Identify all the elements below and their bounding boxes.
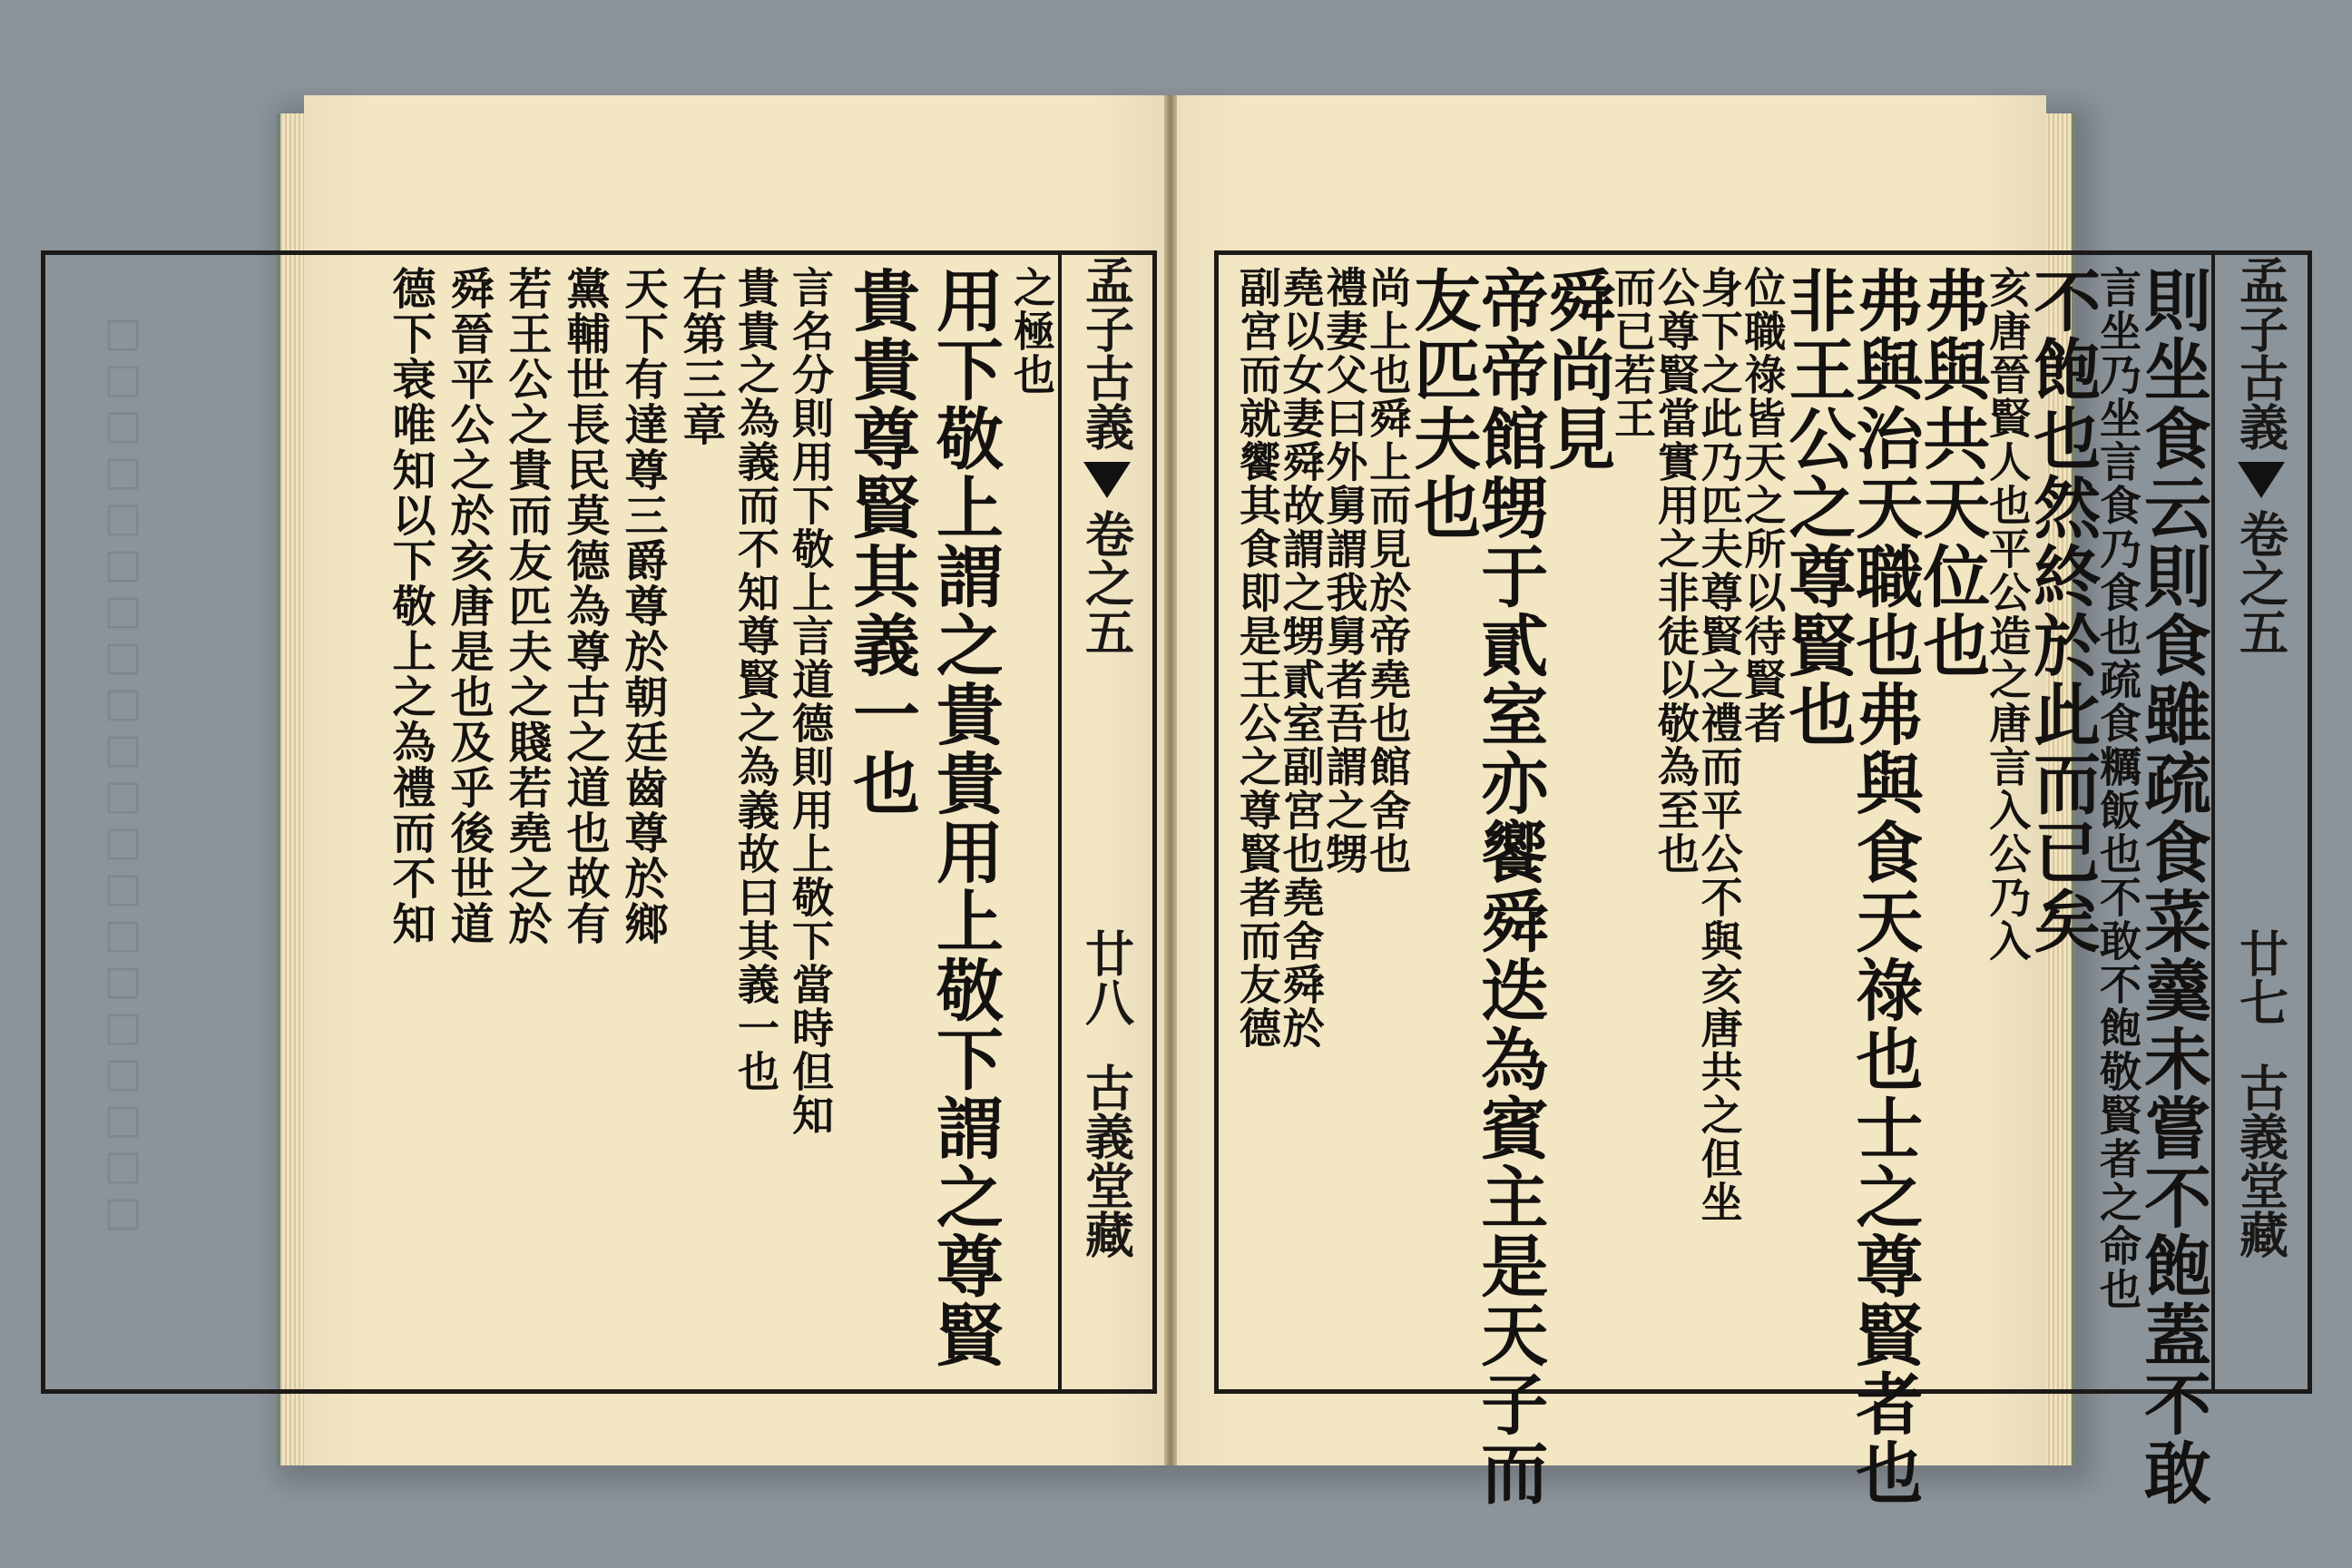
text-column: 公尊賢當實用之非徒以敬為至也 [1651, 266, 1700, 876]
text-column: 副宮而就饗其食即是王公之尊賢者而友德 [1232, 266, 1282, 1050]
fish-tail-icon [1083, 462, 1131, 498]
left-margin-title: 孟子古義 [1077, 255, 1136, 451]
text-column: 禮妻父曰外舅謂我舅者吾謂之甥 [1319, 266, 1369, 876]
right-text-columns [1232, 266, 2211, 1507]
text-column: 言名分則用下敬上言道德則用上敬下當時但知 [786, 266, 835, 1137]
right-margin-title: 孟子古義 [2231, 255, 2290, 451]
text-column: 堯以女妻舜故謂之甥貳室副宮也堯舍舜於 [1276, 266, 1326, 1050]
right-margin-strip [2211, 255, 2308, 1389]
text-column: 不飽也然終於此而已矣 [2023, 266, 2102, 956]
text-column: 德下衰唯知以下敬上之為禮而不知 [385, 266, 436, 946]
right-margin-page: 廿七 [2231, 928, 2290, 1026]
left-text-columns [73, 266, 1056, 1378]
text-column: 位職祿皆天之所以待賢者 [1738, 266, 1788, 745]
book-gutter [1164, 95, 1177, 1465]
text-column: 帝帝館甥于貳室亦饗舜迭為賓主是天子而 [1470, 266, 1549, 1507]
text-column: 尚上也舜上而見於帝堯也館舍也 [1363, 266, 1413, 876]
right-margin-volume: 卷之五 [2231, 509, 2290, 656]
text-column: 之極也 [1007, 266, 1056, 397]
left-margin-publisher: 古義堂藏 [1077, 1063, 1136, 1259]
text-column: 右第三章 [675, 266, 726, 447]
text-column: 身下之此乃匹夫尊賢之禮而平公不與亥唐共之但坐 [1694, 266, 1744, 1224]
left-margin-strip [1058, 255, 1152, 1389]
fish-tail-icon [2238, 462, 2285, 498]
left-margin-page: 廿八 [1077, 928, 1136, 1026]
text-column: 舜晉平公之於亥唐是也及乎後世道 [443, 266, 494, 946]
text-column: 弗與共天位也 [1912, 266, 1991, 680]
text-column: 天下有達尊三爵尊於朝廷齒尊於鄉 [617, 266, 668, 946]
text-column: 弗與治天職也弗與食天祿也士之尊賢者也 [1845, 266, 1924, 1507]
text-column: 言坐乃坐言食乃食也疏食糲飯也不敢不飽敬賢者之命也 [2093, 266, 2142, 1311]
text-column: 亥唐晉賢人也平公造之唐言入公乃入 [1983, 266, 2033, 963]
text-column: 貴貴之為義而不知尊賢之為義故曰其義一也 [731, 266, 780, 1093]
left-margin-volume: 卷之五 [1077, 509, 1136, 656]
text-column: 舜尚見 [1537, 266, 1616, 473]
right-margin-publisher: 古義堂藏 [2231, 1063, 2290, 1259]
right-text-frame [1214, 250, 2312, 1507]
text-column: 貴貴尊賢其義一也 [842, 266, 920, 818]
text-column: 非王公之尊賢也 [1778, 266, 1857, 749]
text-column: 友匹夫也 [1403, 266, 1482, 542]
left-text-frame [41, 250, 1157, 1394]
show-through-text: □□□□□□□□□□□□□□□□□□□□ [100, 309, 146, 1235]
text-column: 黨輔世長民莫德為尊古之道也故有 [559, 266, 610, 946]
text-column: 若王公之貴而友匹夫之賤若堯之於 [501, 266, 552, 946]
text-column: 則坐食云則食雖疏食菜羹未嘗不飽蓋不敢 [2133, 266, 2211, 1507]
text-column: 用下敬上謂之貴貴用上敬下謂之尊賢 [926, 266, 1004, 1369]
text-column: 而已若王 [1608, 266, 1658, 440]
